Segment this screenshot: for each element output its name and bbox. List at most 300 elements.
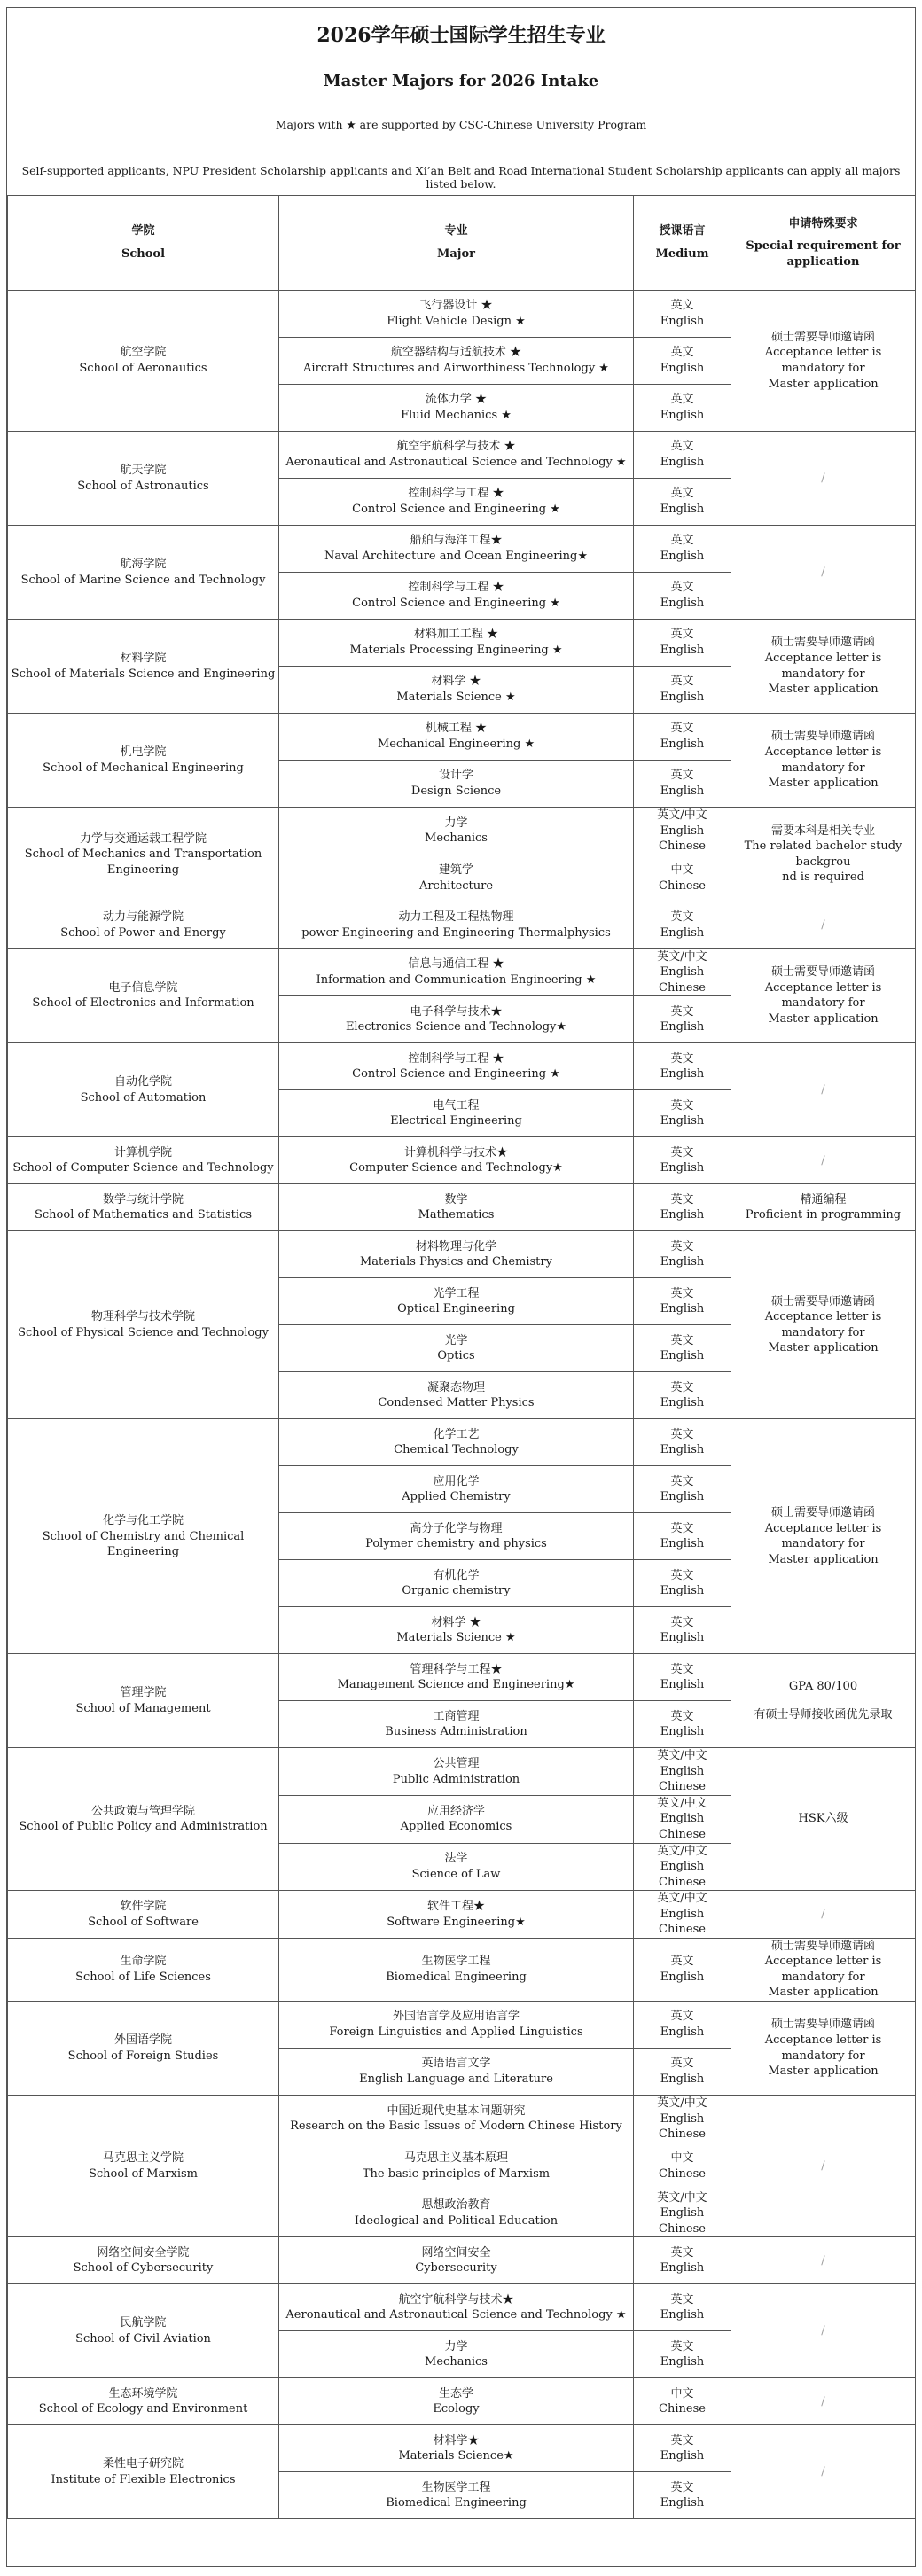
major-name-en: Software Engineering★ xyxy=(387,1915,526,1929)
medium-en: English xyxy=(660,1725,705,1739)
school-name-en: School of Materials Science and Engineering xyxy=(11,667,276,681)
major-name-en: Control Science and Engineering ★ xyxy=(352,503,560,516)
medium-cell xyxy=(634,1513,731,1560)
school-name-en: Institute of Flexible Electronics xyxy=(51,2472,236,2486)
table-row xyxy=(8,1043,916,1090)
major-name-cn: 凝聚态物理 xyxy=(426,1380,485,1394)
medium-cn: 英文/中文 xyxy=(657,1796,707,1810)
major-name-en: power Engineering and Engineering Thermalphysics xyxy=(301,925,611,940)
medium-cell xyxy=(634,2190,731,2237)
major-name-cn: 机械工程 ★ xyxy=(425,722,488,736)
table-row xyxy=(8,1938,916,2001)
medium-en: English xyxy=(660,1255,705,1269)
major-name-en: Public Administration xyxy=(392,1772,520,1786)
major-name-cn: 材料学 ★ xyxy=(431,675,481,689)
medium-en: Chinese xyxy=(659,2402,706,2416)
medium-en: English xyxy=(660,1067,705,1081)
major-cell xyxy=(279,291,634,338)
major-cell xyxy=(279,2237,634,2284)
medium-cn: 英文 xyxy=(670,299,694,313)
major-name-cn: 设计学 xyxy=(438,769,473,783)
medium-cell xyxy=(634,667,731,714)
requirement-cell xyxy=(731,2002,916,2096)
school-name-en: School of Management xyxy=(75,1701,211,1715)
medium-en: English xyxy=(660,2496,705,2510)
medium-cn: 英文 xyxy=(670,487,694,501)
school-name-cn: 动力与能源学院 xyxy=(102,910,184,925)
medium-en: Chinese xyxy=(659,2166,706,2181)
requirement-text xyxy=(733,1695,913,1707)
requirement-text: 硕士需要导师邀请函 xyxy=(770,1939,875,1953)
medium-en: English xyxy=(660,2073,705,2087)
school-cell xyxy=(8,2284,279,2378)
major-name-cn: 光学工程 xyxy=(433,1286,480,1300)
medium-cn: 英文/中文 xyxy=(657,2096,707,2111)
major-cell xyxy=(279,2472,634,2519)
major-name-en: Chemical Technology xyxy=(394,1443,519,1457)
requirement-cell xyxy=(731,2284,916,2378)
table-row xyxy=(8,1137,916,1184)
medium-en: English xyxy=(660,362,705,375)
medium-cn: 英文 xyxy=(670,1568,694,1582)
medium-en: English xyxy=(660,597,705,610)
major-name-cn: 电气工程 xyxy=(433,1098,480,1112)
medium-cell xyxy=(634,996,731,1043)
requirement-cell xyxy=(731,1419,916,1654)
medium-en: English xyxy=(660,550,705,563)
requirement-text: GPA 80/100 xyxy=(788,1680,858,1694)
requirement-text: 硕士需要导师邀请函 xyxy=(770,730,875,744)
major-name-en: Optical Engineering xyxy=(397,1302,515,1316)
major-name-en: Ecology xyxy=(433,2402,480,2416)
medium-cn: 英文 xyxy=(670,1098,694,1112)
medium-cn: 英文 xyxy=(670,534,694,548)
major-name-cn: 电子科学与技术★ xyxy=(410,1004,503,1019)
major-cell xyxy=(279,1137,634,1184)
major-cell xyxy=(279,1043,634,1090)
medium-en: English xyxy=(660,2308,705,2322)
school-name-en: School of Aeronautics xyxy=(79,362,207,375)
header-requirement xyxy=(731,196,916,291)
medium-cell xyxy=(634,573,731,620)
requirement-text: 硕士需要导师邀请函 xyxy=(770,330,875,344)
school-name-en: School of Marine Science and Technology xyxy=(20,573,266,587)
school-name-cn: 马克思主义学院 xyxy=(102,2151,184,2166)
major-cell xyxy=(279,620,634,667)
school-cell xyxy=(8,1231,279,1419)
school-name-cn: 材料学院 xyxy=(120,651,167,665)
school-name-en: School of Software xyxy=(88,1915,199,1929)
school-name-en: School of Computer Science and Technology xyxy=(12,1161,274,1175)
majors-table xyxy=(7,195,916,2519)
medium-cn: 英文 xyxy=(670,1004,694,1019)
major-name-cn: 控制科学与工程 ★ xyxy=(408,1051,504,1066)
medium-cn: 英文 xyxy=(670,1051,694,1066)
requirement-text: Master application xyxy=(768,1341,879,1355)
table-row xyxy=(8,948,916,996)
medium-cell xyxy=(634,1043,731,1090)
table-row xyxy=(8,432,916,479)
major-name-en: Information and Communication Engineering ★ xyxy=(316,972,597,987)
medium-cn: 英文 xyxy=(670,581,694,595)
school-cell xyxy=(8,2002,279,2096)
school-cell xyxy=(8,1654,279,1748)
medium-cn: 英文 xyxy=(670,1286,694,1300)
major-name-cn: 生物医学工程 xyxy=(421,1955,491,1969)
medium-cell xyxy=(634,1466,731,1513)
header-school xyxy=(8,196,279,291)
medium-en: English Chinese xyxy=(659,965,706,995)
major-name-cn: 信息与通信工程 ★ xyxy=(408,957,504,972)
medium-cn: 中文 xyxy=(670,2386,694,2400)
requirement-cell xyxy=(731,526,916,620)
medium-cn: 英文 xyxy=(670,1427,694,1441)
requirement-cell xyxy=(731,948,916,1043)
school-name-en: School of Foreign Studies xyxy=(67,2049,219,2063)
medium-cn: 英文 xyxy=(670,2245,694,2260)
medium-en: English xyxy=(660,2026,705,2040)
major-cell xyxy=(279,1419,634,1466)
requirement-text: Acceptance letter is mandatory for xyxy=(764,346,882,375)
major-name-en: Optics xyxy=(437,1349,475,1363)
major-name-en: Materials Processing Engineering ★ xyxy=(349,644,563,657)
medium-cell xyxy=(634,1701,731,1748)
major-name-cn: 计算机科学与技术★ xyxy=(403,1145,508,1159)
school-cell xyxy=(8,526,279,620)
requirement-text: / xyxy=(821,565,825,579)
requirement-cell xyxy=(731,1654,916,1748)
page-title-en: Master Majors for 2026 Intake xyxy=(323,72,599,90)
medium-cell xyxy=(634,620,731,667)
school-cell xyxy=(8,808,279,902)
medium-cn: 英文 xyxy=(670,1192,694,1206)
medium-cell xyxy=(634,2096,731,2143)
major-name-en: Mathematics xyxy=(418,1208,495,1222)
medium-cell xyxy=(634,1748,731,1796)
school-cell xyxy=(8,2378,279,2425)
medium-cn: 英文/中文 xyxy=(657,808,707,822)
medium-cn: 英文 xyxy=(670,769,694,783)
school-name-cn: 机电学院 xyxy=(120,745,167,759)
medium-en: English xyxy=(660,1208,705,1222)
requirement-text: / xyxy=(821,2394,825,2408)
school-name-cn: 航天学院 xyxy=(120,463,167,477)
medium-cn: 英文/中文 xyxy=(657,1844,707,1858)
major-cell xyxy=(279,1513,634,1560)
medium-cell xyxy=(634,2237,731,2284)
major-cell xyxy=(279,2378,634,2425)
table-row xyxy=(8,2002,916,2049)
requirement-text: / xyxy=(821,1907,825,1921)
school-name-cn: 柔性电子研究院 xyxy=(102,2457,184,2471)
major-cell xyxy=(279,1654,634,1701)
major-name-en: Foreign Linguistics and Applied Linguistics xyxy=(329,2026,583,2040)
major-name-cn: 中国近现代史基本问题研究 xyxy=(387,2104,526,2118)
requirement-text: Master application xyxy=(768,1552,879,1566)
requirement-cell xyxy=(731,2096,916,2237)
medium-cell xyxy=(634,2284,731,2331)
major-name-en: Electronics Science and Technology★ xyxy=(345,1020,567,1034)
major-name-cn: 材料学 ★ xyxy=(431,1615,481,1629)
school-cell xyxy=(8,2237,279,2284)
major-cell xyxy=(279,1843,634,1891)
header-medium xyxy=(634,196,731,291)
major-name-en: Aeronautical and Astronautical Science and Technology ★ xyxy=(285,2308,627,2322)
medium-cell xyxy=(634,855,731,902)
major-name-en: Materials Science ★ xyxy=(396,691,516,704)
requirement-text: The related bachelor study backgrou xyxy=(744,839,902,869)
school-name-cn: 公共政策与管理学院 xyxy=(90,1804,195,1818)
school-name-en: School of Cybersecurity xyxy=(73,2261,214,2275)
school-name-cn: 计算机学院 xyxy=(113,1145,172,1159)
school-name-cn: 民航学院 xyxy=(120,2316,167,2330)
major-name-cn: 马克思主义基本原理 xyxy=(403,2151,508,2166)
major-cell xyxy=(279,2049,634,2096)
major-name-cn: 流体力学 ★ xyxy=(425,393,488,407)
school-name-en: School of Public Policy and Administration xyxy=(19,1820,268,1834)
major-cell xyxy=(279,2190,634,2237)
major-cell xyxy=(279,1560,634,1607)
school-name-en: School of Automation xyxy=(80,1090,207,1105)
medium-en: English xyxy=(660,1020,705,1034)
medium-en: English xyxy=(660,1114,705,1128)
medium-en: English Chinese xyxy=(659,1812,706,1842)
medium-cell xyxy=(634,2331,731,2378)
table-row xyxy=(8,1419,916,1466)
major-name-en: Research on the Basic Issues of Modern Chinese History xyxy=(290,2119,622,2134)
school-name-cn: 管理学院 xyxy=(120,1686,167,1700)
major-cell xyxy=(279,996,634,1043)
major-name-en: Architecture xyxy=(418,878,494,893)
major-name-en: Materials Science★ xyxy=(398,2449,514,2463)
major-cell xyxy=(279,2143,634,2190)
major-name-cn: 材料学★ xyxy=(433,2433,480,2447)
major-name-cn: 动力工程及工程热物理 xyxy=(398,910,514,925)
medium-cell xyxy=(634,1654,731,1701)
requirement-text: Acceptance letter is mandatory for xyxy=(764,2033,882,2063)
medium-en: English xyxy=(660,2355,705,2369)
school-cell xyxy=(8,291,279,432)
requirement-text: Acceptance letter is mandatory for xyxy=(764,651,882,681)
medium-cn: 英文 xyxy=(670,910,694,925)
requirement-cell xyxy=(731,1043,916,1137)
school-cell xyxy=(8,1419,279,1654)
medium-en: English Chinese xyxy=(659,2112,706,2142)
requirement-text: 精通编程 xyxy=(800,1192,847,1206)
medium-en: English xyxy=(660,1678,705,1692)
medium-cell xyxy=(634,1372,731,1419)
school-name-en: School of Mechanics and Transportation Engineering xyxy=(24,847,262,877)
major-name-cn: 网络空间安全 xyxy=(421,2245,491,2260)
major-name-en: Naval Architecture and Ocean Engineering★ xyxy=(324,550,589,563)
major-cell xyxy=(279,714,634,761)
major-cell xyxy=(279,385,634,432)
medium-cell xyxy=(634,385,731,432)
major-name-cn: 生态学 xyxy=(438,2386,473,2400)
major-name-cn: 英语语言文学 xyxy=(421,2057,491,2071)
table-row xyxy=(8,808,916,855)
medium-cell xyxy=(634,2425,731,2472)
medium-en: English xyxy=(660,1396,705,1410)
school-name-en: School of Chemistry and Chemical Engineering xyxy=(42,1529,245,1559)
medium-cn: 英文 xyxy=(670,346,694,360)
medium-en: English xyxy=(660,1537,705,1551)
medium-en: English xyxy=(660,503,705,516)
medium-cn: 英文 xyxy=(670,1615,694,1629)
medium-cn: 英文 xyxy=(670,393,694,407)
medium-cell xyxy=(634,291,731,338)
requirement-text: / xyxy=(821,1153,825,1167)
major-cell xyxy=(279,338,634,385)
requirement-text: 硕士需要导师邀请函 xyxy=(770,636,875,650)
medium-cn: 英文 xyxy=(670,1521,694,1535)
medium-cell xyxy=(634,761,731,808)
csc-note: Majors with ★ are supported by CSC-Chinese University Program xyxy=(275,118,647,131)
medium-cell xyxy=(634,2002,731,2049)
requirement-cell xyxy=(731,2425,916,2519)
medium-cell xyxy=(634,1184,731,1231)
requirement-cell xyxy=(731,620,916,714)
major-name-cn: 航空宇航科学与技术 ★ xyxy=(396,440,516,454)
major-name-cn: 工商管理 xyxy=(433,1709,480,1723)
school-name-en: School of Astronautics xyxy=(77,479,209,493)
requirement-cell xyxy=(731,1184,916,1231)
table-row xyxy=(8,620,916,667)
school-cell xyxy=(8,1137,279,1184)
major-name-en: Cybersecurity xyxy=(415,2261,497,2275)
requirement-cell xyxy=(731,714,916,808)
major-cell xyxy=(279,573,634,620)
requirement-text: / xyxy=(821,917,825,932)
medium-en: English xyxy=(660,1490,705,1504)
requirement-text: / xyxy=(821,471,825,485)
major-name-cn: 有机化学 xyxy=(433,1568,480,1582)
table-row xyxy=(8,1748,916,1796)
medium-en: English Chinese xyxy=(659,2206,706,2236)
table-row xyxy=(8,526,916,573)
medium-cell xyxy=(634,948,731,996)
medium-en: English xyxy=(660,1970,705,1984)
school-name-en: School of Marxism xyxy=(88,2166,199,2181)
major-name-en: Aeronautical and Astronautical Science and Technology ★ xyxy=(285,456,627,469)
requirement-cell xyxy=(731,2237,916,2284)
major-name-cn: 法学 xyxy=(444,1852,468,1866)
medium-cn: 中文 xyxy=(670,863,694,878)
medium-cn: 英文 xyxy=(670,1662,694,1676)
requirement-text: Acceptance letter is mandatory for xyxy=(764,1955,882,1984)
major-name-cn: 力学 xyxy=(444,2339,468,2354)
major-cell xyxy=(279,808,634,855)
major-name-en: Materials Physics and Chemistry xyxy=(360,1255,552,1269)
requirement-text: Master application xyxy=(768,1986,879,2000)
header-requirement-en: Special requirement for application xyxy=(746,239,901,269)
medium-cn: 英文 xyxy=(670,2057,694,2071)
medium-cell xyxy=(634,1325,731,1372)
major-cell xyxy=(279,2096,634,2143)
school-name-cn: 物理科学与技术学院 xyxy=(90,1310,195,1324)
requirement-text: / xyxy=(821,2253,825,2268)
medium-en: English xyxy=(660,456,705,469)
header-school-cn: 学院 xyxy=(131,224,155,238)
medium-en: English xyxy=(660,691,705,704)
school-name-cn: 力学与交通运载工程学院 xyxy=(79,831,207,846)
header-medium-cn: 授课语言 xyxy=(659,224,706,238)
medium-cell xyxy=(634,2472,731,2519)
major-name-en: Applied Economics xyxy=(400,1820,512,1834)
table-row xyxy=(8,902,916,948)
medium-en: English xyxy=(660,644,705,657)
major-name-cn: 力学 xyxy=(444,816,468,830)
requirement-text: Master application xyxy=(768,377,879,391)
major-name-en: Flight Vehicle Design ★ xyxy=(387,315,526,328)
major-name-cn: 软件工程★ xyxy=(426,1899,485,1913)
major-name-cn: 控制科学与工程 ★ xyxy=(408,581,504,595)
school-name-en: School of Civil Aviation xyxy=(75,2331,211,2346)
school-name-en: School of Life Sciences xyxy=(75,1970,211,1984)
major-name-cn: 飞行器设计 ★ xyxy=(419,299,493,313)
table-row xyxy=(8,714,916,761)
school-name-en: School of Ecology and Environment xyxy=(38,2402,248,2416)
major-name-en: Computer Science and Technology★ xyxy=(349,1161,563,1175)
major-cell xyxy=(279,1938,634,2001)
school-cell xyxy=(8,902,279,948)
medium-en: English xyxy=(660,738,705,751)
major-name-en: Business Administration xyxy=(385,1725,527,1739)
table-row xyxy=(8,2284,916,2331)
medium-cn: 英文 xyxy=(670,2292,694,2307)
major-name-cn: 思想政治教育 xyxy=(421,2198,491,2213)
medium-cn: 英文 xyxy=(670,1474,694,1488)
header-school-en: School xyxy=(121,247,166,261)
major-name-cn: 数学 xyxy=(444,1192,468,1206)
major-name-cn: 应用经济学 xyxy=(426,1804,485,1818)
medium-en: English Chinese xyxy=(659,1907,706,1937)
requirement-text: Acceptance letter is mandatory for xyxy=(764,980,882,1011)
medium-en: English xyxy=(660,1631,705,1645)
school-cell xyxy=(8,2425,279,2519)
medium-cell xyxy=(634,2143,731,2190)
medium-en: English xyxy=(660,785,705,798)
major-cell xyxy=(279,761,634,808)
requirement-text: / xyxy=(821,2324,825,2338)
requirement-text: Master application xyxy=(768,777,879,791)
requirement-text: HSK六级 xyxy=(798,1812,848,1826)
school-name-cn: 软件学院 xyxy=(120,1899,167,1913)
medium-cell xyxy=(634,432,731,479)
school-name-cn: 生态环境学院 xyxy=(108,2386,178,2400)
major-name-cn: 航空宇航科学与技术★ xyxy=(398,2292,514,2307)
medium-cell xyxy=(634,1137,731,1184)
medium-cn: 英文 xyxy=(670,2433,694,2447)
school-name-cn: 网络空间安全学院 xyxy=(97,2245,190,2260)
medium-cell xyxy=(634,2378,731,2425)
medium-en: English Chinese xyxy=(659,1764,706,1794)
school-name-cn: 化学与化工学院 xyxy=(102,1513,184,1527)
requirement-text: / xyxy=(821,2465,825,2479)
requirement-text: 需要本科是相关专业 xyxy=(770,824,875,838)
major-cell xyxy=(279,1607,634,1654)
requirement-text: Acceptance letter is mandatory for xyxy=(764,745,882,775)
medium-cell xyxy=(634,338,731,385)
major-cell xyxy=(279,1090,634,1137)
medium-en: English xyxy=(660,2449,705,2463)
medium-cn: 中文 xyxy=(670,2151,694,2166)
medium-cn: 英文 xyxy=(670,440,694,454)
medium-cn: 英文 xyxy=(670,1145,694,1159)
requirement-text: nd is required xyxy=(782,870,864,885)
table-row xyxy=(8,1184,916,1231)
school-name-cn: 数学与统计学院 xyxy=(102,1192,184,1206)
